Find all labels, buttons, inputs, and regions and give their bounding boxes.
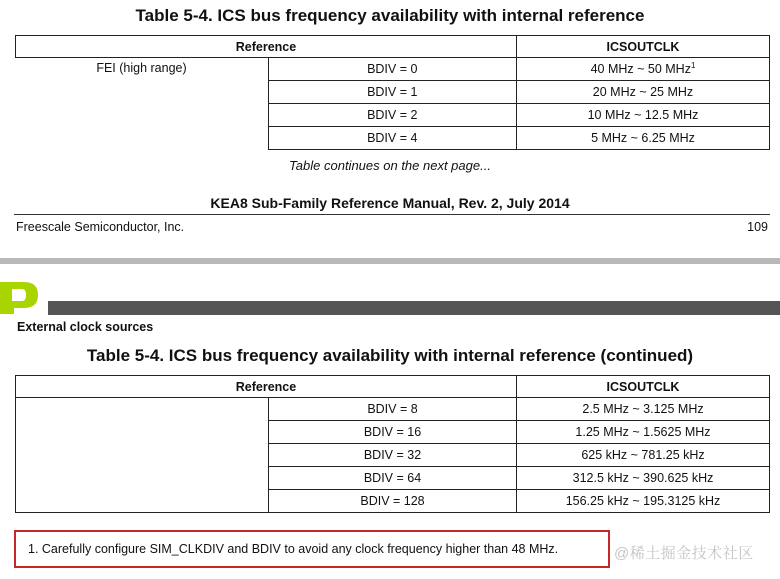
section-label: External clock sources: [17, 320, 154, 334]
freq-cell: 2.5 MHz ~ 3.125 MHz: [517, 398, 770, 421]
footer-rule: [14, 214, 770, 215]
freq-cell: 625 kHz ~ 781.25 kHz: [517, 444, 770, 467]
bdiv-cell: BDIV = 64: [269, 467, 517, 490]
header-reference: Reference: [16, 36, 517, 58]
table-title-bottom: Table 5-4. ICS bus frequency availability with internal reference (continued): [86, 346, 694, 365]
bdiv-cell: BDIV = 8: [269, 398, 517, 421]
mode-cell-empty: [16, 398, 269, 513]
header-band: [48, 301, 780, 315]
footnote-ref: 1: [690, 61, 696, 71]
bdiv-cell: BDIV = 4: [268, 127, 517, 150]
continues-note: Table continues on the next page...: [289, 158, 491, 173]
bdiv-cell: BDIV = 2: [268, 104, 517, 127]
page-divider: [0, 258, 780, 264]
header-reference: Reference: [16, 376, 517, 398]
bdiv-cell: BDIV = 128: [269, 490, 517, 513]
header-icsoutclk: ICSOUTCLK: [517, 376, 770, 398]
page-number: 109: [747, 220, 768, 234]
bdiv-cell: BDIV = 1: [268, 81, 517, 104]
mode-cell: FEI (high range): [16, 58, 269, 150]
freq-cell: 1.25 MHz ~ 1.5625 MHz: [517, 421, 770, 444]
table-title-top: Table 5-4. ICS bus frequency availability with internal reference: [135, 6, 645, 25]
bdiv-cell: BDIV = 16: [269, 421, 517, 444]
freq-cell: 312.5 kHz ~ 390.625 kHz: [517, 467, 770, 490]
freq-cell: 40 MHz ~ 50 MHz$^1$: [517, 58, 770, 81]
watermark: @稀土掘金技术社区: [614, 545, 754, 562]
freq-cell: 20 MHz ~ 25 MHz: [517, 81, 770, 104]
freq-cell: 10 MHz ~ 12.5 MHz: [517, 104, 770, 127]
footnote-box: 1. Carefully configure SIM_CLKDIV and BDIV to avoid any clock frequency higher than 48 MHz.: [14, 530, 610, 568]
frequency-table-top: [15, 35, 770, 150]
freq-cell: 156.25 kHz ~ 195.3125 kHz: [517, 490, 770, 513]
manual-title: KEA8 Sub-Family Reference Manual, Rev. 2, July 2014: [210, 195, 570, 211]
freq-cell: 5 MHz ~ 6.25 MHz: [517, 127, 770, 150]
frequency-table-bottom: [15, 375, 770, 513]
bdiv-cell: BDIV = 32: [269, 444, 517, 467]
company-name: Freescale Semiconductor, Inc.: [16, 220, 185, 234]
header-icsoutclk: ICSOUTCLK: [517, 36, 770, 58]
bdiv-cell: BDIV = 0: [268, 58, 517, 81]
freescale-logo-icon: [0, 278, 40, 316]
